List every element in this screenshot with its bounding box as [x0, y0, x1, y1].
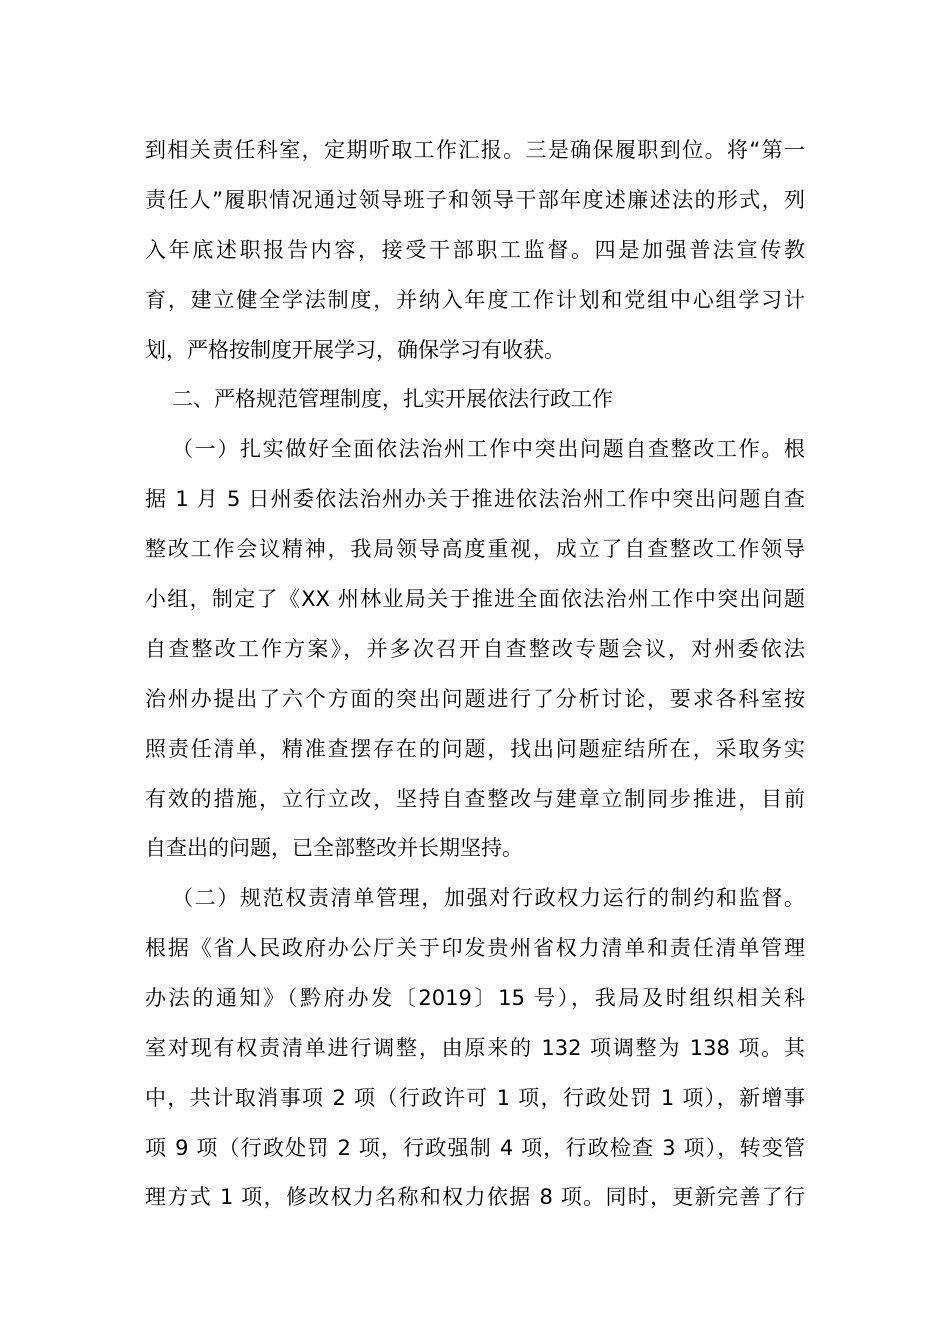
paragraph-line: 划，严格按制度开展学习，确保学习有收获。: [145, 338, 565, 362]
paragraph-line: 到相关责任科室，定期听取工作汇报。三是确保履职到位。将“第一: [145, 138, 805, 162]
paragraph-line: （一）扎实做好全面依法治州工作中突出问题自查整改工作。根: [172, 437, 805, 461]
paragraph-line: 责任人”履职情况通过领导班子和领导干部年度述廉述法的形式，列: [145, 188, 805, 212]
section-heading: 二、严格规范管理制度，扎实开展依法行政工作: [172, 387, 613, 411]
paragraph-line: 小组，制定了《XX 州林业局关于推进全面依法治州工作中突出问题: [145, 587, 805, 611]
paragraph-line: 整改工作会议精神，我局领导高度重视，成立了自查整改工作领导: [145, 537, 805, 561]
paragraph-line: 办法的通知》（黔府办发〔2019〕15 号），我局及时组织相关科: [145, 986, 805, 1010]
paragraph-line: 照责任清单，精准查摆存在的问题，找出问题症结所在，采取务实: [145, 737, 805, 761]
paragraph-line: 室对现有权责清单进行调整，由原来的 132 项调整为 138 项。其: [145, 1036, 805, 1060]
paragraph-line: 治州办提出了六个方面的突出问题进行了分析讨论，要求各科室按: [145, 687, 805, 711]
paragraph-line: 根据《省人民政府办公厅关于印发贵州省权力清单和责任清单管理: [145, 936, 805, 960]
paragraph-line: 自查整改工作方案》，并多次召开自查整改专题会议，对州委依法: [145, 637, 805, 661]
paragraph-line: 育，建立健全学法制度，并纳入年度工作计划和党组中心组学习计: [145, 288, 805, 312]
paragraph-line: 入年底述职报告内容，接受干部职工监督。四是加强普法宣传教: [145, 238, 805, 262]
paragraph-line: 中，共计取消事项 2 项（行政许可 1 项，行政处罚 1 项），新增事: [145, 1086, 805, 1110]
paragraph-line: 自查出的问题，已全部整改并长期坚持。: [145, 836, 523, 860]
paragraph-line: 据 1 月 5 日州委依法治州办关于推进依法治州工作中突出问题自查: [145, 487, 805, 511]
paragraph-line: 有效的措施，立行立改，坚持自查整改与建章立制同步推进，目前: [145, 787, 805, 811]
paragraph-line: 项 9 项（行政处罚 2 项，行政强制 4 项，行政检查 3 项），转变管: [145, 1136, 805, 1160]
paragraph-line: （二）规范权责清单管理，加强对行政权力运行的制约和监督。: [172, 886, 805, 910]
paragraph-line: 理方式 1 项，修改权力名称和权力依据 8 项。同时，更新完善了行: [145, 1185, 805, 1209]
